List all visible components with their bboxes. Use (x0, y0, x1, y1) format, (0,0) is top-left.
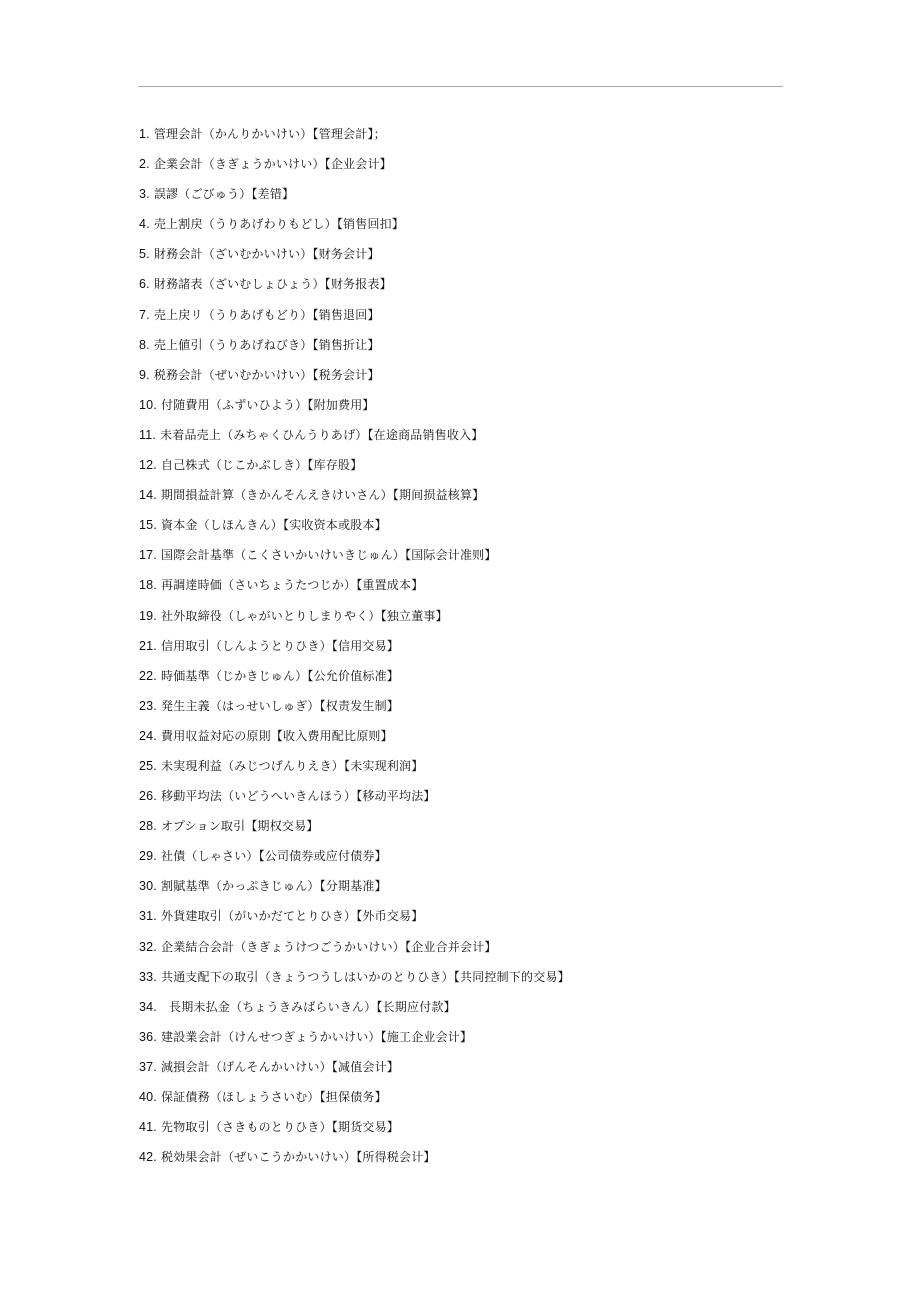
list-item (139, 184, 570, 214)
list-item (139, 1057, 570, 1087)
list-item (139, 786, 570, 816)
list-item (139, 214, 570, 244)
list-item (139, 425, 570, 455)
list-item (139, 1147, 570, 1177)
list-item (139, 636, 570, 666)
item-number: 18. (139, 578, 157, 593)
item-number: 23. (139, 698, 157, 713)
item-number: 2. (139, 157, 150, 172)
item-term: オプション取引【期权交易】 (161, 819, 319, 834)
list-item (139, 726, 570, 756)
list-item (139, 154, 570, 184)
list-item (139, 274, 570, 304)
list-item (139, 1087, 570, 1117)
item-term: 信用取引（しんようとりひき）【信用交易】 (161, 638, 400, 653)
item-term: 自己株式（じこかぶしき）【库存股】 (161, 458, 363, 473)
list-item (139, 545, 570, 575)
glossary-list (139, 124, 570, 1177)
list-item (139, 876, 570, 906)
item-term: 付随費用（ふずいひよう）【附加费用】 (161, 397, 375, 412)
item-number: 34. (139, 999, 157, 1014)
item-term: 外貨建取引（がいかだてとりひき）【外币交易】 (161, 909, 424, 924)
item-term: 社外取締役（しゃがいとりしまりやく）【独立董事】 (161, 608, 448, 623)
item-term: 共通支配下の取引（きょうつうしはいかのとりひき）【共同控制下的交易】 (161, 969, 570, 984)
list-item (139, 395, 570, 425)
list-item (139, 1117, 570, 1147)
item-term: 時価基準（じかきじゅん）【公允价值标准】 (161, 668, 400, 683)
item-number: 32. (139, 939, 157, 954)
item-term: 管理会計（かんりかいけい）【管理会計】； (153, 127, 386, 141)
item-term: 割賦基準（かっぷきじゅん）【分期基准】 (161, 879, 387, 894)
item-number: 25. (139, 758, 157, 773)
list-item (139, 606, 570, 636)
item-term: 売上割戻（うりあげわりもどし）【销售回扣】 (153, 217, 405, 232)
item-term: 未着品売上（みちゃくひんうりあげ）【在途商品销售收入】 (160, 427, 484, 442)
list-item (139, 244, 570, 274)
item-number: 21. (139, 638, 157, 653)
item-number: 14. (139, 488, 157, 503)
item-number: 17. (139, 548, 157, 563)
list-item (139, 756, 570, 786)
item-term: 企業会計（きぎょうかいけい）【企业会计】 (153, 157, 392, 172)
item-number: 36. (139, 1029, 157, 1044)
list-item (139, 305, 570, 335)
item-number: 6. (139, 277, 150, 292)
list-item (139, 515, 570, 545)
list-item (139, 997, 570, 1027)
item-term: 誤謬（ごびゅう）【差错】 (153, 187, 295, 202)
item-term: 建設業会計（けんせつぎょうかいけい）【施工企业会计】 (161, 1029, 473, 1044)
item-number: 10. (139, 397, 157, 412)
list-item (139, 816, 570, 846)
top-horizontal-rule (138, 86, 783, 87)
item-term: 財務諸表（ざいむしょひょう）【财务报表】 (153, 277, 392, 292)
item-number: 15. (139, 518, 157, 533)
item-number: 9. (139, 367, 150, 382)
item-number: 41. (139, 1120, 157, 1135)
list-item (139, 455, 570, 485)
item-term: 税効果会計（ぜいこうかかいけい）【所得税会计】 (161, 1150, 436, 1165)
item-term: 期間損益計算（きかんそんえきけいさん）【期间损益核算】 (161, 488, 485, 503)
item-term: 減損会計（げんそんかいけい）【减值会计】 (161, 1059, 400, 1074)
item-term: 売上値引（うりあげねびき）【销售折让】 (153, 337, 380, 352)
item-number: 29. (139, 849, 157, 864)
item-term: 税務会計（ぜいむかいけい）【税务会计】 (153, 367, 380, 382)
list-item (139, 846, 570, 876)
item-number: 1. (139, 127, 150, 141)
list-item (139, 124, 570, 154)
item-term: 先物取引（さきものとりひき）【期货交易】 (161, 1120, 400, 1135)
item-term: 費用収益対応の原則【收入费用配比原则】 (161, 728, 393, 743)
item-number: 40. (139, 1090, 157, 1104)
item-term: 売上戻リ（うりあげもどり）【销售退回】 (153, 307, 380, 322)
item-number: 30. (139, 879, 157, 894)
list-item (139, 666, 570, 696)
item-number: 24. (139, 728, 157, 743)
item-term: 企業結合会計（きぎょうけつごうかいけい）【企业合并会计】 (161, 939, 497, 954)
item-number: 4. (139, 217, 150, 232)
list-item (139, 937, 570, 967)
list-item (139, 967, 570, 997)
item-term: 保証債務（ほしょうさいむ）【担保债务】 (161, 1090, 387, 1104)
item-number: 11. (139, 427, 157, 442)
item-term: 長期未払金（ちょうきみばらいきん）【长期应付款】 (161, 999, 456, 1014)
item-number: 8. (139, 337, 150, 352)
item-number: 31. (139, 909, 157, 924)
item-number: 12. (139, 458, 157, 473)
item-term: 財務会計（ざいむかいけい）【财务会计】 (153, 247, 380, 262)
item-number: 37. (139, 1059, 157, 1074)
list-item (139, 485, 570, 515)
item-term: 再調達時価（さいちょうたつじか）【重置成本】 (161, 578, 424, 593)
item-number: 28. (139, 819, 157, 834)
item-number: 22. (139, 668, 157, 683)
list-item (139, 696, 570, 726)
list-item (139, 335, 570, 365)
item-number: 26. (139, 789, 157, 804)
list-item (139, 906, 570, 936)
item-term: 発生主義（はっせいしゅぎ）【权责发生制】 (161, 698, 400, 713)
list-item (139, 575, 570, 605)
item-number: 42. (139, 1150, 157, 1165)
item-term: 移動平均法（いどうへいきんほう）【移动平均法】 (161, 789, 436, 804)
item-number: 3. (139, 187, 150, 202)
list-item (139, 1027, 570, 1057)
item-term: 未実現利益（みじつげんりえき）【未实现利润】 (161, 758, 424, 773)
item-term: 資本金（しほんきん）【实收资本或股本】 (161, 518, 387, 533)
item-term: 社債（しゃさい）【公司债券或应付债券】 (161, 849, 387, 864)
item-number: 7. (139, 307, 150, 322)
item-number: 33. (139, 969, 157, 984)
item-term: 国際会計基準（こくさいかいけいきじゅん）【国际会计准则】 (161, 548, 497, 563)
list-item (139, 365, 570, 395)
item-number: 19. (139, 608, 157, 623)
item-number: 5. (139, 247, 150, 262)
